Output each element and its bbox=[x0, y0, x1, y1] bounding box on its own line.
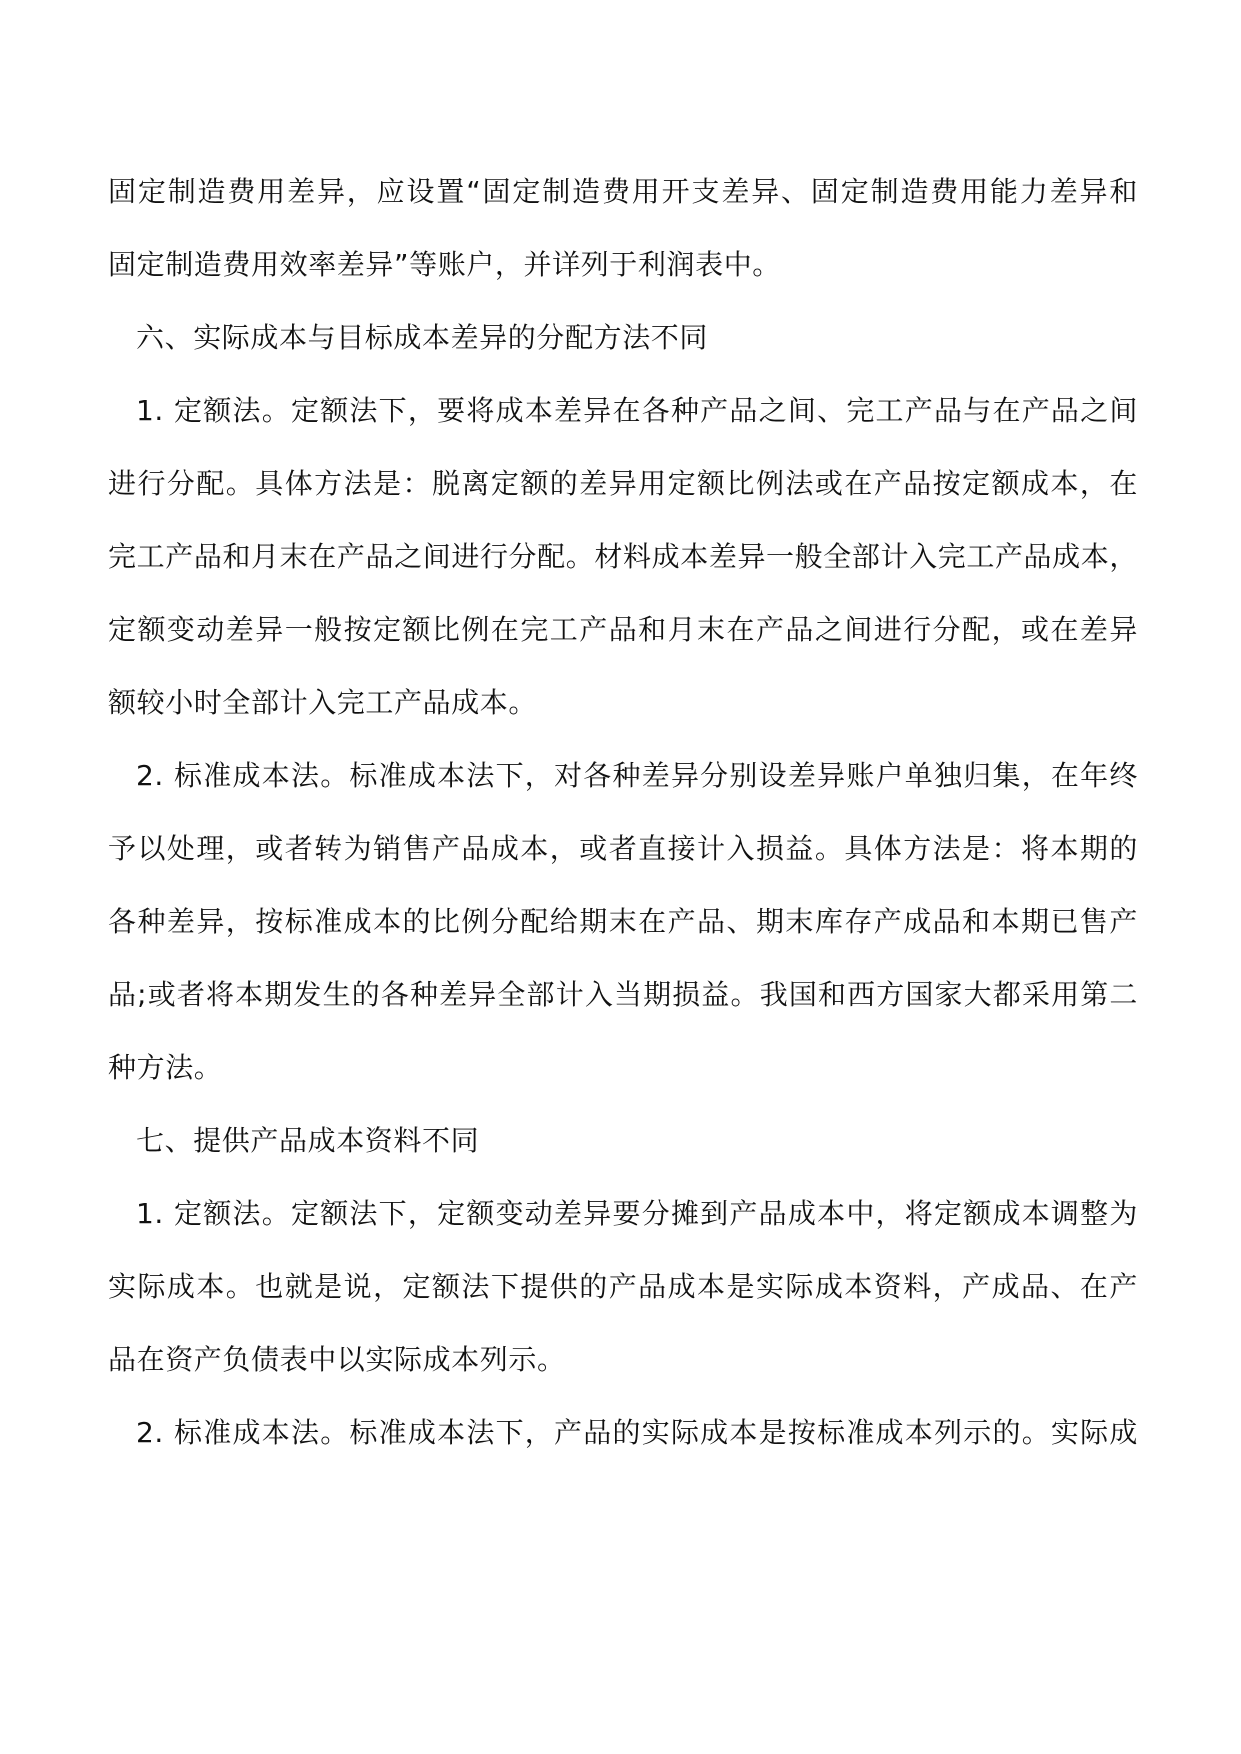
text-line-11: 各种差异，按标准成本的比例分配给期末在产品、期末库存产成品和本期已售产 bbox=[108, 905, 1138, 938]
section-heading-7: 七、提供产品成本资料不同 bbox=[136, 1124, 480, 1157]
text-line-15: 1. 定额法。定额法下，定额变动差异要分摊到产品成本中，将定额成本调整为 bbox=[136, 1197, 1138, 1230]
text-line-2: 固定制造费用效率差异”等账户，并详列于利润表中。 bbox=[108, 248, 781, 281]
text-line-10: 予以处理，或者转为销售产品成本，或者直接计入损益。具体方法是：将本期的 bbox=[108, 832, 1138, 865]
text-line-16: 实际成本。也就是说，定额法下提供的产品成本是实际成本资料，产成品、在产 bbox=[108, 1270, 1138, 1303]
text-line-9: 2. 标准成本法。标准成本法下，对各种差异分别设差异账户单独归集，在年终 bbox=[136, 759, 1138, 792]
text-line-1: 固定制造费用差异，应设置“固定制造费用开支差异、固定制造费用能力差异和 bbox=[108, 175, 1138, 208]
text-line-6: 完工产品和月末在产品之间进行分配。材料成本差异一般全部计入完工产品成本， bbox=[108, 540, 1138, 573]
text-line-8: 额较小时全部计入完工产品成本。 bbox=[108, 686, 538, 719]
text-line-13: 种方法。 bbox=[108, 1051, 223, 1084]
text-line-5: 进行分配。具体方法是：脱离定额的差异用定额比例法或在产品按定额成本，在 bbox=[108, 467, 1138, 500]
section-heading-6: 六、实际成本与目标成本差异的分配方法不同 bbox=[136, 321, 709, 354]
text-line-18: 2. 标准成本法。标准成本法下，产品的实际成本是按标准成本列示的。实际成 bbox=[136, 1416, 1138, 1449]
text-line-4: 1. 定额法。定额法下，要将成本差异在各种产品之间、完工产品与在产品之间 bbox=[136, 394, 1138, 427]
text-line-17: 品在资产负债表中以实际成本列示。 bbox=[108, 1343, 566, 1376]
text-line-7: 定额变动差异一般按定额比例在完工产品和月末在产品之间进行分配，或在差异 bbox=[108, 613, 1138, 646]
text-line-12: 品;或者将本期发生的各种差异全部计入当期损益。我国和西方国家大都采用第二 bbox=[108, 978, 1138, 1011]
